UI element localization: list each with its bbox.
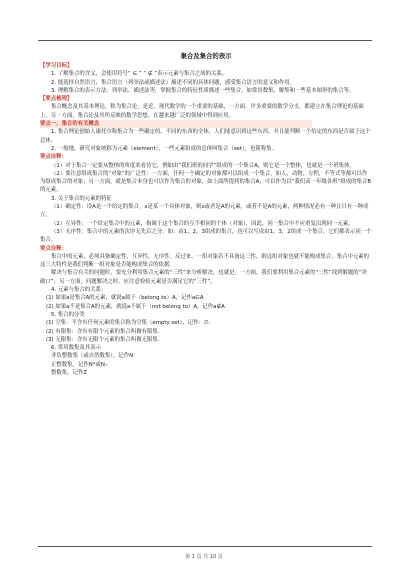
section-goals-heading: 【学习目标】 [40, 63, 73, 69]
number-set-integer: 整数集，记作Z [51, 369, 88, 376]
class-infinite-set: (3) 无限集：含有无限个元素的集合叫做无限集. [46, 336, 160, 343]
key-note-1: （1）对于集合一定要从整体的角度来看待它，例如由“我们班的同学”组成的一个集合A，则它是一个整体，也就是一个班集体。 [51, 162, 355, 169]
key-note-2: （2）要注意组成集合的“对象”的广泛性：一方面，任何一个确定的对象都可以组成一个集合，如人，动物，方程，不等式等都可以作为组成集合的对象；另一方面，就是集合本身也可以作为集合的对象，如上面所提到的集合A，可以作为以“我们高一年级各班”组成的集合B的元素。 [40, 170, 372, 194]
relation-belongs: (1) 如果a是集合A的元素，就说a属于（belong to）A，记作a∈A [46, 295, 204, 302]
point1-item-1: 1. 集合理论创始人康托尔称集合为一些确定的、不同的东西的全体，人们能意识到这些东西，并且能判断一个给定的东西是否属于这个总体。 [40, 129, 371, 144]
relation-not-belongs: (2) 如果a不是集合A的元素，就说a不属于（not belong to）A，记作a∉A [46, 303, 225, 310]
feature-certainty: （1）确定性：设A是一个给定的集合，x是某一个具体对象，则x或者是A的元素，或者不是A的元素，两种情况必有一种且只有一种成立。 [40, 204, 369, 219]
section-summary-heading: 【要点梳理】 [40, 96, 73, 103]
summary-intro: 集合概念及其基本理论，称为集合论，是近、现代数学的一个重要的基础，一方面，许多重要的数学分支，都建立在集合理论的基础上，另一方面，集合论及其所反映的数学思想，在越来越广泛的领域中得到应用。 [40, 104, 364, 119]
key-note-3: 集合中的元素，必须具备确定性、互异性、无序性。反过来，一组对象若不具备这三性，则这组对象也就不能构成集合，集合中元素的这三大特性是我们判断一组对象是否能构成集合的依据。 [40, 253, 370, 269]
header-rule [38, 40, 372, 41]
page-number: 第 1 页 共 10 页 [185, 554, 223, 560]
feature-distinctness: （2）互异性：一个给定集合中的元素，指属于这个集合的互不相同的个体（对象），因此，同一集合中不应重复出现同一元素。 [51, 220, 354, 227]
goal-item-1: 1. 了解集合的含义，会使用符号“ ∈ ” “ ∉ ”表示元素与集合之间的关系。 [51, 71, 228, 78]
document-body [40, 52, 372, 377]
point1-item-2: 2. 一般地，研究对象统称为元素（element），一些元素组成的总体叫集合（set），也简称集。 [51, 145, 277, 152]
class-finite-set: (2) 有限集：含有有限个元素的集合叫做有限集. [46, 328, 160, 335]
features-title: 3. 关于集合的元素的特征 [51, 195, 112, 202]
goal-item-2: 2. 能选择自然语言、集合语言（列举法或描述法）描述不同的具体问题，感受集合语言的意义和作用。 [51, 79, 296, 86]
class-empty-set: (1) 空集：不含有任何元素的集合称为空集（empty set），记作：∅. [46, 320, 211, 327]
feature-unordered: （3）无序性：集合中的元素的次序无先后之分。如：由1，2，3组成的集合，也可以写成由1，3，2组成一个集合，它们都表示同一个集合。 [40, 228, 372, 244]
key-notes-heading-2: 要点诠释： [40, 245, 67, 252]
classification-title: 5. 集合的分类 [51, 311, 85, 318]
number-set-natural: 非负整数集（或自然数集），记作N [51, 353, 134, 360]
footer-rule [38, 546, 372, 547]
goal-item-3: 3. 理解集合的表示方法：列举法、描述法等，掌握集合的特征性质描述一些集合，如常用数集、解集和一些基本图形的集合等。 [51, 87, 355, 94]
relations-title: 4. 元素与集合的关系： [51, 287, 107, 294]
number-sets-title: 6. 常用数集及其表示 [51, 345, 101, 352]
page-title: 集合及集合的表示 [180, 52, 232, 60]
key-note-4: 解决与集合有关的问题时，要充分利用集合元素的“三性”来分析解决，也就是，一方面，我们要利用集合元素的“三性”找到解题的“突破口”；另一方面，问题解决之时，应注意检验元素是否满足它的“三性”。 [40, 270, 367, 285]
number-set-positive: 正整数集，记作N*或N₊ [51, 361, 108, 368]
key-notes-heading: 要点诠释： [40, 154, 67, 161]
point1-heading: 要点一、集合的有关概念 [40, 120, 312, 128]
